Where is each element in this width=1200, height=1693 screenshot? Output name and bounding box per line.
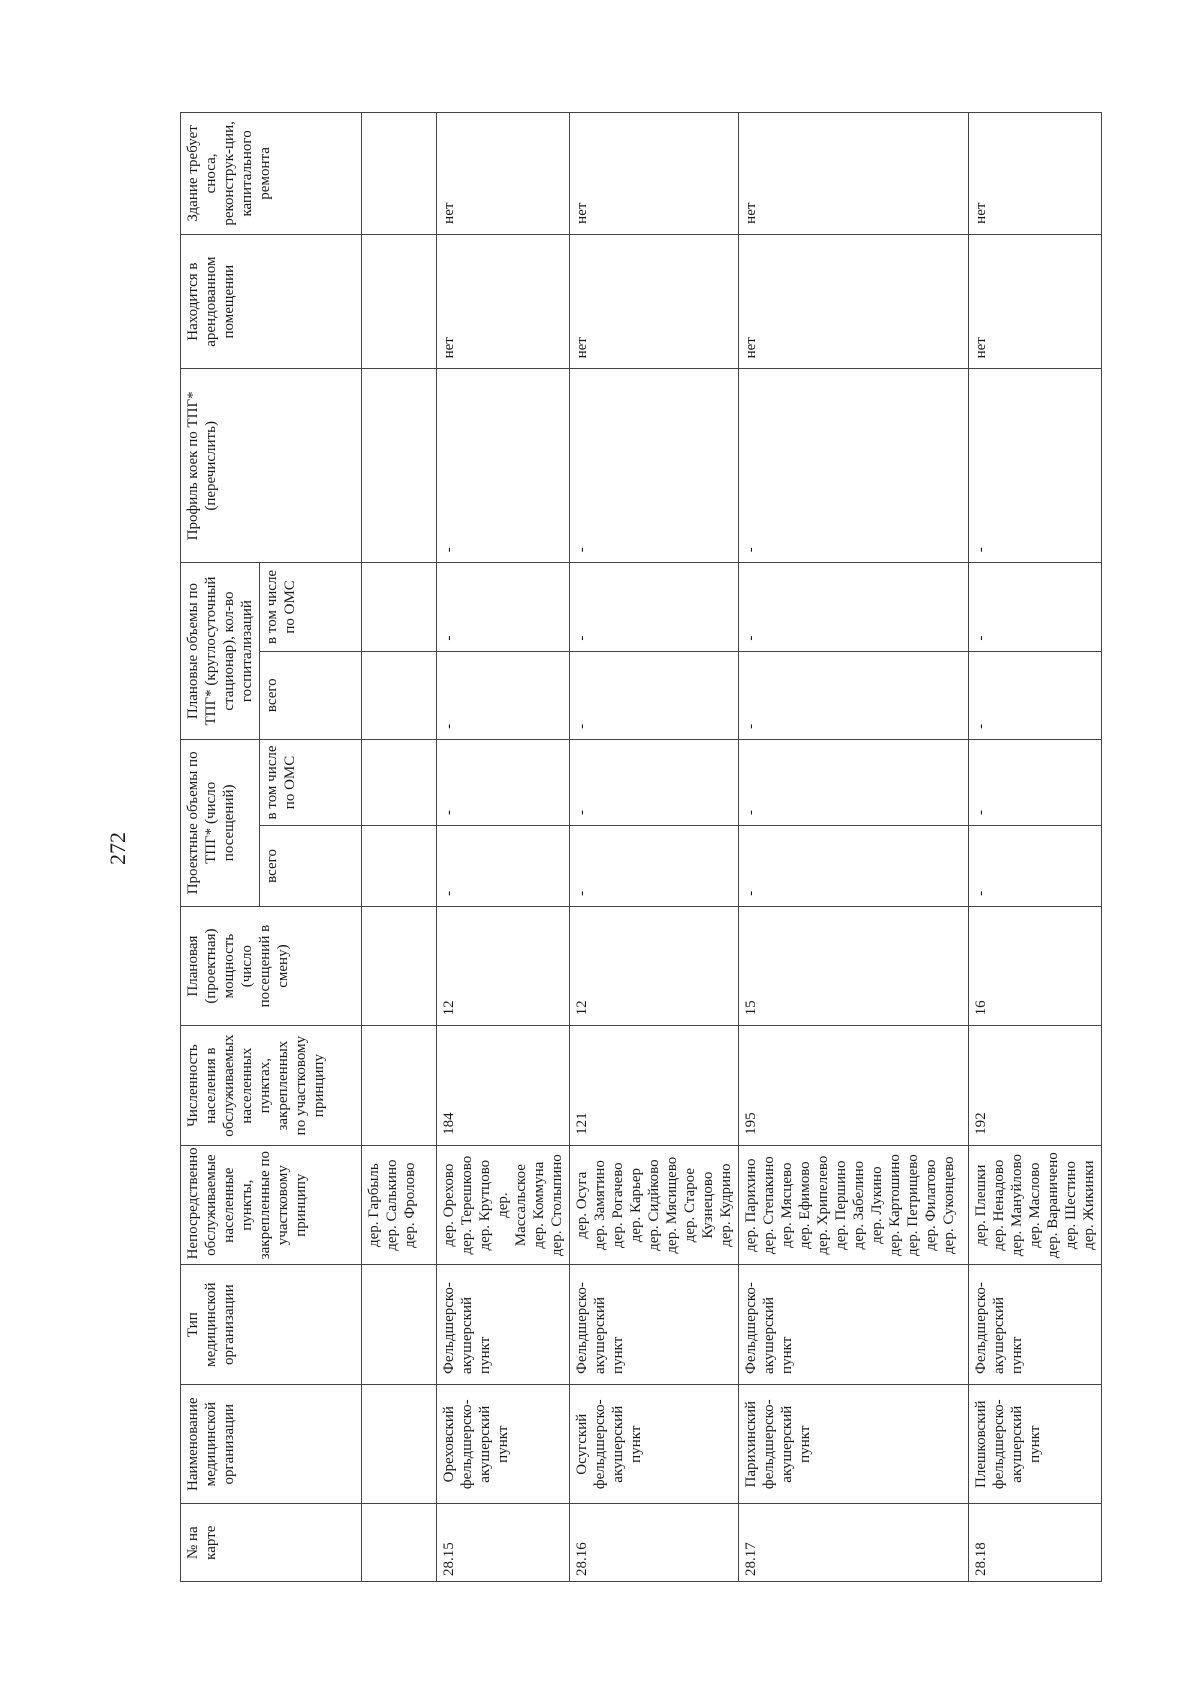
locality-item: дер. Степакино (761, 1156, 777, 1255)
table-row (437, 113, 570, 1582)
cell-planned-total: - (437, 651, 570, 739)
cell-capacity: 15 (739, 906, 969, 1026)
cell-projected-total: - (570, 826, 739, 907)
header-plan-total: всего (260, 651, 362, 739)
cell-organization-name: Парихинский фельдшерско-акушерский пункт (739, 1384, 969, 1504)
cell-population: 192 (969, 1026, 1102, 1146)
cell-localities (362, 1145, 437, 1265)
locality-item: дер. Коммуна (531, 1161, 547, 1249)
cell-rented: нет (570, 234, 739, 369)
cell-organization-name: Ореховский фельдшерско-акушерский пункт (437, 1384, 570, 1504)
cell-localities (969, 1145, 1102, 1265)
cell-capacity (362, 906, 437, 1026)
cell-row-number: 28.17 (739, 1504, 969, 1582)
cell-projected-oms (362, 739, 437, 825)
cell-projected-oms: - (969, 739, 1102, 825)
header-plan-oms: в том числе по ОМС (260, 563, 362, 651)
locality-item: дер. Ефимово (797, 1161, 813, 1249)
cell-projected-total (362, 826, 437, 907)
cell-rented: нет (739, 234, 969, 369)
cell-organization-type (362, 1265, 437, 1385)
cell-localities (739, 1145, 969, 1265)
header-planned-volumes: Плановые объемы по ТПГ* (круглосуточный стационар), кол-во госпитализаций (181, 563, 260, 740)
locality-item: дер. Старое Кузнецово (682, 1167, 716, 1243)
cell-bed-profile: - (437, 369, 570, 563)
locality-item: дер. Хрипелево (815, 1155, 831, 1255)
locality-item: дер. Мануйлово (1009, 1153, 1025, 1257)
locality-item: дер. Першино (833, 1160, 849, 1250)
cell-row-number: 28.16 (570, 1504, 739, 1582)
cell-projected-oms: - (437, 739, 570, 825)
header-demolition: Здание требует сноса, реконструк-ции, капитального ремонта (181, 113, 362, 235)
cell-localities (437, 1145, 570, 1265)
locality-item: дер. Замятино (592, 1160, 608, 1251)
cell-organization-type: Фельдшерско-акушерский пункт (570, 1265, 739, 1385)
cell-bed-profile: - (739, 369, 969, 563)
cell-population (362, 1026, 437, 1146)
cell-population: 184 (437, 1026, 570, 1146)
cell-organization-type: Фельдшерско-акушерский пункт (437, 1265, 570, 1385)
header-proj-total: всего (260, 826, 362, 907)
cell-row-number: 28.18 (969, 1504, 1102, 1582)
header-type: Тип медицинской организации (181, 1265, 362, 1385)
locality-item: дер. Терешково (459, 1155, 475, 1255)
header-name: Наименование медицинской организации (181, 1384, 362, 1504)
table-row (739, 113, 969, 1582)
cell-demolition (362, 113, 437, 235)
locality-item: дер. Петрищево (905, 1154, 921, 1257)
locality-item: дер. Фролово (402, 1162, 418, 1248)
locality-item: дер. Крутцово (477, 1159, 493, 1251)
locality-item: дер. Салькино (384, 1159, 400, 1251)
header-capacity: Плановая (проектная) мощность (число посещений в смену) (181, 906, 362, 1026)
cell-capacity: 12 (570, 906, 739, 1026)
cell-rented: нет (437, 234, 570, 369)
cell-organization-name (362, 1384, 437, 1504)
cell-planned-oms: - (739, 563, 969, 651)
cell-bed-profile: - (969, 369, 1102, 563)
cell-capacity: 16 (969, 906, 1102, 1026)
locality-item: дер. Филатово (923, 1159, 939, 1251)
locality-item: дер. Осуга (574, 1171, 590, 1239)
cell-planned-total: - (570, 651, 739, 739)
cell-row-number (362, 1504, 437, 1582)
cell-organization-name: Плешковский фельдшерско-акушерский пункт (969, 1384, 1102, 1504)
cell-organization-type: Фельдшерско-акушерский пункт (739, 1265, 969, 1385)
cell-bed-profile: - (570, 369, 739, 563)
cell-rented (362, 234, 437, 369)
locality-item: дер. Картошино (887, 1154, 903, 1257)
locality-item: дер. Рогачево (610, 1162, 626, 1248)
cell-row-number: 28.15 (437, 1504, 570, 1582)
locality-item: дер. Плешки (973, 1164, 989, 1246)
header-proj-oms: в том числе по ОМС (260, 739, 362, 825)
locality-item: дер. Столыпино (549, 1154, 565, 1257)
header-bed-profile: Профиль коек по ТПГ* (перечислить) (181, 369, 362, 563)
cell-projected-oms: - (570, 739, 739, 825)
locality-item: дер. Вараничено (1045, 1152, 1061, 1259)
cell-demolition: нет (570, 113, 739, 235)
cell-projected-total: - (437, 826, 570, 907)
document-table-rotated (180, 112, 1097, 1582)
cell-planned-oms: - (969, 563, 1102, 651)
cell-projected-total: - (969, 826, 1102, 907)
header-num: № на карте (181, 1504, 362, 1582)
locality-item: дер. Орехово (441, 1163, 457, 1247)
cell-localities (570, 1145, 739, 1265)
locality-item: дер. Мясищево (664, 1156, 680, 1254)
cell-demolition: нет (437, 113, 570, 235)
locality-item: дер. Карьер (628, 1168, 644, 1243)
table-row (969, 113, 1102, 1582)
cell-organization-name: Осугский фельдшерско-акушерский пункт (570, 1384, 739, 1504)
locality-item: дер. Шестино (1063, 1161, 1079, 1250)
cell-planned-oms: - (570, 563, 739, 651)
cell-population: 121 (570, 1026, 739, 1146)
cell-projected-oms: - (739, 739, 969, 825)
locality-item: дер. Кудрино (718, 1163, 734, 1247)
locality-item: дер. Сидйково (646, 1159, 662, 1251)
cell-planned-oms (362, 563, 437, 651)
cell-planned-total: - (969, 651, 1102, 739)
cell-rented: нет (969, 234, 1102, 369)
header-population: Численность населения в обслуживаемых населенных пунктах, закрепленных по участковому принципу (181, 1026, 362, 1146)
locality-item: дер. Жикинки (1081, 1160, 1097, 1250)
locality-item: дер. Массальское (495, 1164, 529, 1247)
locality-item: дер. Лукино (869, 1166, 885, 1244)
cell-capacity: 12 (437, 906, 570, 1026)
locality-item: дер. Маслово (1027, 1162, 1043, 1248)
locality-item: дер. Ненадово (991, 1159, 1007, 1251)
page-number: 272 (105, 832, 130, 865)
locality-item: дер. Суконцево (941, 1156, 957, 1254)
cell-planned-total (362, 651, 437, 739)
locality-item: дер. Забелино (851, 1160, 867, 1250)
locality-item: дер. Мясцево (779, 1162, 795, 1248)
cell-demolition: нет (969, 113, 1102, 235)
cell-demolition: нет (739, 113, 969, 235)
cell-organization-type: Фельдшерско-акушерский пункт (969, 1265, 1102, 1385)
cell-projected-total: - (739, 826, 969, 907)
cell-planned-oms: - (437, 563, 570, 651)
table-row (570, 113, 739, 1582)
locality-item: дер. Гарбыль (366, 1163, 382, 1248)
table-row (362, 113, 437, 1582)
header-localities: Непосредственно обслуживаемые населенные пункты, закрепленные по участковому принципу (181, 1145, 362, 1265)
header-projected-volumes: Проектные объемы по ТПГ* (число посещений) (181, 739, 260, 906)
cell-bed-profile (362, 369, 437, 563)
header-rented: Находится в арендованном помещении (181, 234, 362, 369)
cell-planned-total: - (739, 651, 969, 739)
medical-organizations-table (180, 112, 1102, 1582)
cell-population: 195 (739, 1026, 969, 1146)
locality-item: дер. Парихино (743, 1158, 759, 1252)
